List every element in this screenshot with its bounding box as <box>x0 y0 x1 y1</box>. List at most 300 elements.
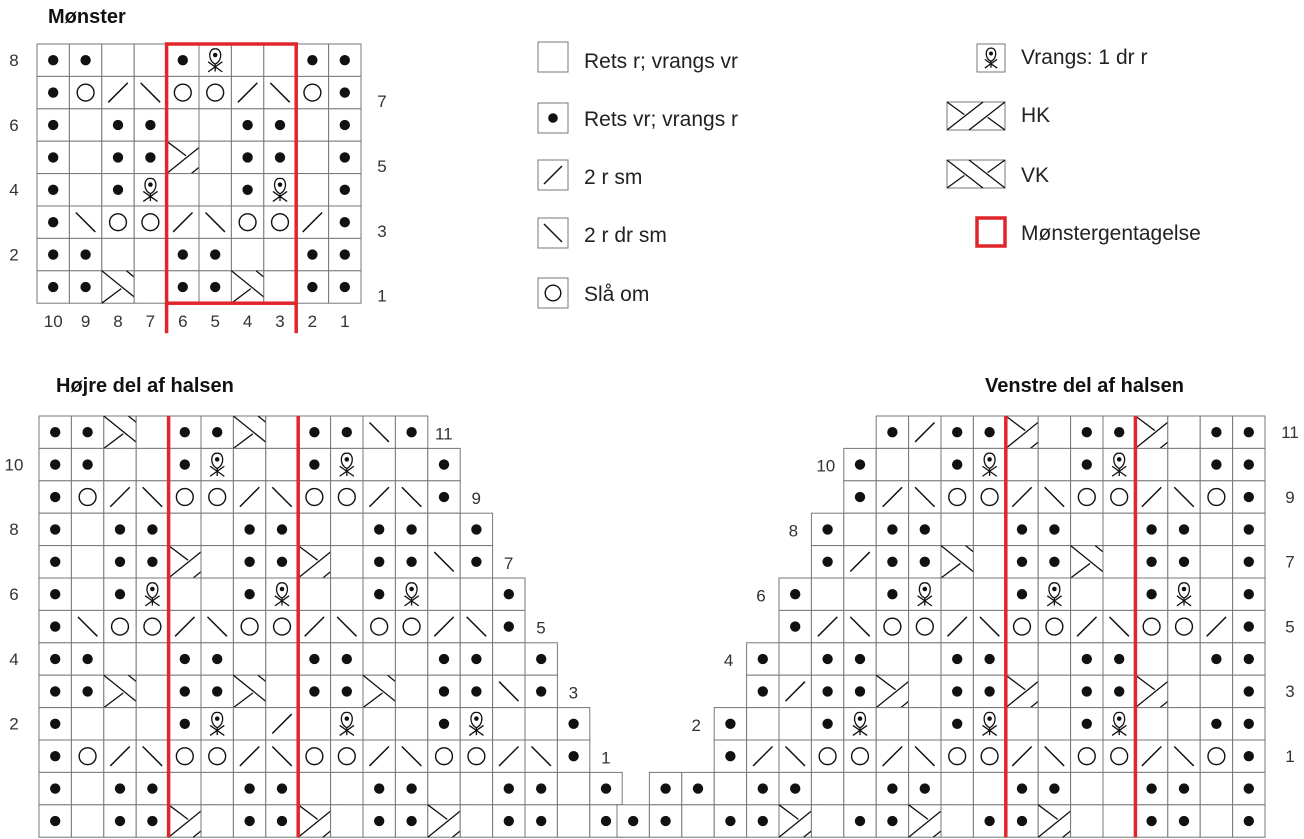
legend-plain-label: Rets r; vrangs vr <box>584 50 739 73</box>
stitch-cell <box>1071 481 1103 513</box>
row-number: 3 <box>568 683 579 703</box>
dot-stitch <box>1211 719 1221 729</box>
legend-repeat-swatch <box>977 218 1005 246</box>
stitch-cell <box>1135 643 1167 675</box>
stitch-cell <box>264 271 296 303</box>
column-number: 10 <box>43 312 63 332</box>
dot-stitch <box>1244 621 1254 631</box>
dot-stitch <box>1244 589 1254 599</box>
stitch-cell <box>1135 448 1167 480</box>
dot-stitch <box>952 686 962 696</box>
stitch-cell <box>169 772 201 804</box>
stitch-cell <box>876 708 908 740</box>
dot-stitch <box>50 557 60 567</box>
dot-stitch <box>80 55 90 65</box>
dot-stitch <box>952 427 962 437</box>
dot-stitch <box>340 185 350 195</box>
stitch-cell <box>136 708 168 740</box>
stitch-cell <box>199 76 231 108</box>
dot-stitch <box>374 589 384 599</box>
legend-twisted-label: Vrangs: 1 dr r <box>1021 46 1148 69</box>
row-number: 2 <box>691 715 701 735</box>
dot-stitch <box>984 427 994 437</box>
dot-stitch <box>212 686 222 696</box>
stitch-cell <box>1006 610 1038 642</box>
stitch-cell <box>1038 416 1070 448</box>
dot-stitch <box>147 557 157 567</box>
dot-stitch <box>1146 589 1156 599</box>
dot-stitch <box>1082 427 1092 437</box>
dot-stitch <box>50 621 60 631</box>
dot-stitch <box>340 152 350 162</box>
row-number: 10 <box>4 455 24 475</box>
legend-swatch <box>947 160 1005 188</box>
stitch-cell <box>201 805 233 837</box>
stitch-cell <box>167 174 199 206</box>
dot-stitch <box>82 427 92 437</box>
row-number: 2 <box>9 714 19 734</box>
stitch-cell <box>941 546 973 578</box>
row-number: 9 <box>471 489 481 509</box>
dot-stitch <box>504 816 514 826</box>
stitch-cell <box>1006 675 1038 707</box>
stitch-cell <box>557 805 589 837</box>
dot-stitch <box>952 654 962 664</box>
stitch-cell <box>231 44 263 76</box>
stitch-cell <box>233 448 265 480</box>
dot-stitch <box>725 816 735 826</box>
stitch-cell <box>909 448 941 480</box>
dot-stitch <box>307 282 317 292</box>
dot-stitch <box>145 120 155 130</box>
stitch-cell <box>1103 740 1135 772</box>
stitch-cell <box>1006 448 1038 480</box>
row-number: 8 <box>9 51 19 71</box>
stitch-cell <box>266 675 298 707</box>
stitch-cell <box>71 513 103 545</box>
dot-stitch <box>1244 427 1254 437</box>
dot-stitch <box>887 589 897 599</box>
stitch-cell <box>876 610 908 642</box>
dot-stitch <box>1244 751 1254 761</box>
stitch-cell <box>331 740 363 772</box>
stitch-cell <box>199 109 231 141</box>
dot-stitch <box>180 686 190 696</box>
stitch-cell <box>233 416 265 448</box>
stitch-cell <box>298 708 330 740</box>
stitch-cell <box>1006 416 1038 448</box>
dot-stitch <box>275 152 285 162</box>
column-number: 8 <box>113 312 123 332</box>
dot-stitch <box>50 459 60 469</box>
dot-stitch <box>180 654 190 664</box>
stitch-cell <box>1200 513 1232 545</box>
twisted-stitch-dot <box>987 457 992 462</box>
dot-stitch <box>277 524 287 534</box>
dot-stitch <box>439 459 449 469</box>
stitch-cell <box>909 708 941 740</box>
stitch-cell <box>331 546 363 578</box>
dot-stitch <box>342 427 352 437</box>
stitch-cell <box>201 772 233 804</box>
stitch-cell <box>167 141 199 173</box>
column-number: 7 <box>145 312 156 332</box>
twisted-stitch-dot <box>215 457 220 462</box>
dot-stitch <box>660 783 670 793</box>
dot-stitch <box>1211 459 1221 469</box>
stitch-cell <box>104 416 136 448</box>
dot-stitch <box>80 249 90 259</box>
row-number: 1 <box>377 286 387 306</box>
dot-stitch <box>82 459 92 469</box>
stitch-cell <box>264 238 296 270</box>
stitch-cell <box>69 76 101 108</box>
dot-stitch <box>822 686 832 696</box>
dot-stitch <box>1244 686 1254 696</box>
dot-stitch <box>340 120 350 130</box>
dot-stitch <box>406 783 416 793</box>
dot-stitch <box>147 783 157 793</box>
legend-yo-label: Slå om <box>584 283 650 306</box>
dot-stitch <box>50 589 60 599</box>
stitch-cell <box>167 109 199 141</box>
stitch-cell <box>201 546 233 578</box>
dot-stitch <box>504 783 514 793</box>
stitch-cell <box>428 740 460 772</box>
dot-stitch <box>80 282 90 292</box>
pattern-chart <box>9 44 386 333</box>
column-number: 4 <box>242 312 253 332</box>
dot-stitch <box>504 589 514 599</box>
stitch-cell <box>169 546 201 578</box>
row-number: 8 <box>788 521 799 541</box>
dot-stitch <box>113 185 123 195</box>
stitch-cell <box>1168 610 1200 642</box>
dot-stitch <box>1049 783 1059 793</box>
dot-stitch <box>374 816 384 826</box>
dot-stitch <box>115 816 125 826</box>
dot-stitch <box>242 185 252 195</box>
dot-stitch <box>115 524 125 534</box>
stitch-cell <box>233 708 265 740</box>
stitch-cell <box>395 448 427 480</box>
dot-stitch <box>758 816 768 826</box>
row-number: 10 <box>816 456 836 476</box>
dot-stitch <box>536 654 546 664</box>
dot-stitch <box>50 492 60 502</box>
stitch-cell <box>1103 481 1135 513</box>
dot-stitch <box>48 249 58 259</box>
dot-stitch <box>244 557 254 567</box>
row-number: 1 <box>601 748 611 768</box>
dot-stitch <box>1211 427 1221 437</box>
twisted-stitch-dot <box>1117 716 1122 721</box>
stitch-cell <box>973 772 1005 804</box>
stitch-cell <box>296 76 328 108</box>
dot-stitch <box>50 719 60 729</box>
stitch-cell <box>1135 675 1167 707</box>
dot-stitch <box>48 87 58 97</box>
stitch-cell <box>298 513 330 545</box>
stitch-cell <box>973 740 1005 772</box>
dot-stitch <box>1017 816 1027 826</box>
dot-stitch <box>1082 719 1092 729</box>
dot-stitch <box>1082 654 1092 664</box>
stitch-cell <box>1168 643 1200 675</box>
stitch-cell <box>296 141 328 173</box>
dot-stitch <box>439 719 449 729</box>
stitch-cell <box>104 610 136 642</box>
dot-stitch <box>340 249 350 259</box>
stitch-cell <box>909 805 941 837</box>
stitch-cell <box>264 206 296 238</box>
twisted-stitch-dot <box>280 587 285 592</box>
dot-stitch <box>1211 654 1221 664</box>
twisted-stitch-dot <box>215 716 220 721</box>
dot-stitch <box>113 152 123 162</box>
dot-stitch <box>147 816 157 826</box>
dot-stitch <box>374 524 384 534</box>
legend-repeat-label: Mønstergentagelse <box>1021 222 1201 245</box>
stitch-cell <box>779 643 811 675</box>
stitch-cell <box>682 805 714 837</box>
stitch-cell <box>69 174 101 206</box>
stitch-cell <box>428 805 460 837</box>
dot-stitch <box>439 654 449 664</box>
stitch-cell <box>136 610 168 642</box>
stitch-cell <box>71 708 103 740</box>
row-number: 4 <box>723 651 734 671</box>
stitch-cell <box>460 772 492 804</box>
column-number: 3 <box>275 312 285 332</box>
stitch-cell <box>104 448 136 480</box>
dot-stitch <box>855 816 865 826</box>
stitch-cell <box>231 238 263 270</box>
dot-stitch <box>1082 459 1092 469</box>
dot-stitch <box>660 816 670 826</box>
dot-stitch <box>536 816 546 826</box>
dot-stitch <box>1179 524 1189 534</box>
dot-stitch <box>244 524 254 534</box>
row-number: 2 <box>9 245 19 265</box>
stitch-cell <box>1038 675 1070 707</box>
dot-stitch <box>48 282 58 292</box>
stitch-cell <box>266 643 298 675</box>
dot-stitch <box>50 751 60 761</box>
stitch-cell <box>973 513 1005 545</box>
dot-stitch <box>628 816 638 826</box>
stitch-cell <box>266 448 298 480</box>
stitch-cell <box>973 578 1005 610</box>
dot-stitch <box>242 152 252 162</box>
stitch-cell <box>941 740 973 772</box>
stitch-cell <box>134 206 166 238</box>
stitch-cell <box>460 578 492 610</box>
stitch-cell <box>1135 610 1167 642</box>
stitch-cell <box>941 578 973 610</box>
dot-stitch <box>887 783 897 793</box>
stitch-cell <box>941 805 973 837</box>
dot-stitch <box>984 816 994 826</box>
twisted-stitch-dot <box>1052 587 1057 592</box>
stitch-cell <box>876 448 908 480</box>
stitch-cell <box>1071 805 1103 837</box>
stitch-cell <box>811 805 843 837</box>
stitch-cell <box>231 206 263 238</box>
stitch-cell <box>71 578 103 610</box>
dot-stitch <box>887 816 897 826</box>
twisted-stitch-dot <box>474 716 479 721</box>
dot-stitch <box>277 557 287 567</box>
stitch-cell <box>1168 448 1200 480</box>
stitch-cell <box>104 643 136 675</box>
dot-stitch <box>725 751 735 761</box>
dot-stitch <box>115 557 125 567</box>
dot-stitch <box>309 686 319 696</box>
dot-stitch <box>212 654 222 664</box>
dot-stitch <box>471 654 481 664</box>
stitch-cell <box>102 206 134 238</box>
stitch-cell <box>134 271 166 303</box>
dot-stitch <box>340 87 350 97</box>
stitch-cell <box>1006 643 1038 675</box>
left-neck-chart <box>617 416 1299 837</box>
dot-stitch <box>82 686 92 696</box>
dot-stitch <box>242 120 252 130</box>
dot-stitch <box>178 282 188 292</box>
stitch-cell <box>973 546 1005 578</box>
row-number: 11 <box>434 424 453 444</box>
dot-stitch <box>340 55 350 65</box>
stitch-cell <box>1103 513 1135 545</box>
column-number: 2 <box>307 312 318 332</box>
stitch-cell <box>298 740 330 772</box>
stitch-cell <box>714 772 746 804</box>
dot-stitch <box>1146 557 1156 567</box>
stitch-cell <box>71 546 103 578</box>
row-number: 11 <box>1281 423 1299 443</box>
pattern-title: Mønster <box>48 6 126 28</box>
stitch-cell <box>941 513 973 545</box>
stitch-cell <box>747 708 779 740</box>
stitch-cell <box>1200 772 1232 804</box>
stitch-cell <box>266 416 298 448</box>
dot-stitch <box>180 427 190 437</box>
stitch-cell <box>941 481 973 513</box>
stitch-cell <box>876 643 908 675</box>
twisted-stitch-dot <box>1182 587 1187 592</box>
dot-stitch <box>790 621 800 631</box>
dot-stitch <box>309 427 319 437</box>
dot-stitch <box>1146 524 1156 534</box>
dot-stitch <box>855 686 865 696</box>
dot-stitch <box>212 427 222 437</box>
stitch-cell <box>1168 675 1200 707</box>
dot-stitch <box>504 621 514 631</box>
stitch-cell <box>71 740 103 772</box>
dot-stitch <box>822 719 832 729</box>
stitch-cell <box>298 546 330 578</box>
stitch-cell <box>1168 708 1200 740</box>
right-neck-chart <box>5 416 623 837</box>
stitch-cell <box>134 238 166 270</box>
stitch-cell <box>331 513 363 545</box>
stitch-cell <box>1006 708 1038 740</box>
stitch-cell <box>1038 610 1070 642</box>
stitch-cell <box>136 448 168 480</box>
stitch-cell <box>298 481 330 513</box>
stitch-cell <box>1168 416 1200 448</box>
stitch-cell <box>876 675 908 707</box>
twisted-stitch-dot <box>409 587 414 592</box>
twisted-stitch-dot <box>148 182 153 187</box>
stitch-cell <box>557 772 589 804</box>
row-number: 5 <box>1285 617 1295 637</box>
stitch-cell <box>1103 805 1135 837</box>
dot-stitch <box>1049 524 1059 534</box>
dot-stitch <box>1244 719 1254 729</box>
dot-stitch <box>374 783 384 793</box>
dot-stitch <box>1244 459 1254 469</box>
dot-stitch <box>82 654 92 664</box>
stitch-cell <box>266 610 298 642</box>
dot-stitch <box>1146 783 1156 793</box>
legend-rc-label: HK <box>1021 104 1051 127</box>
dot-stitch <box>50 427 60 437</box>
stitch-cell <box>104 708 136 740</box>
dot-stitch <box>1244 524 1254 534</box>
stitch-cell <box>169 740 201 772</box>
stitch-cell <box>298 578 330 610</box>
twisted-stitch-dot <box>345 457 350 462</box>
stitch-cell <box>201 578 233 610</box>
dot-stitch <box>1146 816 1156 826</box>
stitch-cell <box>844 772 876 804</box>
legend-k2tog-label: 2 r sm <box>584 166 643 189</box>
stitch-cell <box>1200 578 1232 610</box>
twisted-stitch-dot <box>278 182 283 187</box>
stitch-cell <box>1200 481 1232 513</box>
stitch-cell <box>71 481 103 513</box>
dot-stitch <box>275 120 285 130</box>
dot-stitch <box>406 557 416 567</box>
stitch-cell <box>331 805 363 837</box>
twisted-stitch-dot <box>858 716 863 721</box>
dot-stitch <box>1179 783 1189 793</box>
stitch-cell <box>811 772 843 804</box>
stitch-cell <box>1071 740 1103 772</box>
stitch-cell <box>102 238 134 270</box>
dot-stitch <box>1244 816 1254 826</box>
dot-stitch <box>1017 783 1027 793</box>
dot-stitch <box>693 783 703 793</box>
stitch-cell <box>1071 772 1103 804</box>
stitch-cell <box>296 109 328 141</box>
dot-stitch <box>1114 654 1124 664</box>
stitch-cell <box>909 675 941 707</box>
row-number: 8 <box>9 520 19 540</box>
dot-stitch <box>725 719 735 729</box>
dot-stitch <box>920 557 930 567</box>
row-number: 6 <box>756 586 766 606</box>
twisted-stitch-dot <box>150 587 155 592</box>
stitch-cell <box>199 174 231 206</box>
stitch-cell <box>136 643 168 675</box>
dot-stitch <box>210 249 220 259</box>
dot-stitch <box>50 816 60 826</box>
dot-stitch <box>790 783 800 793</box>
legend-lc-label: VK <box>1021 164 1050 187</box>
